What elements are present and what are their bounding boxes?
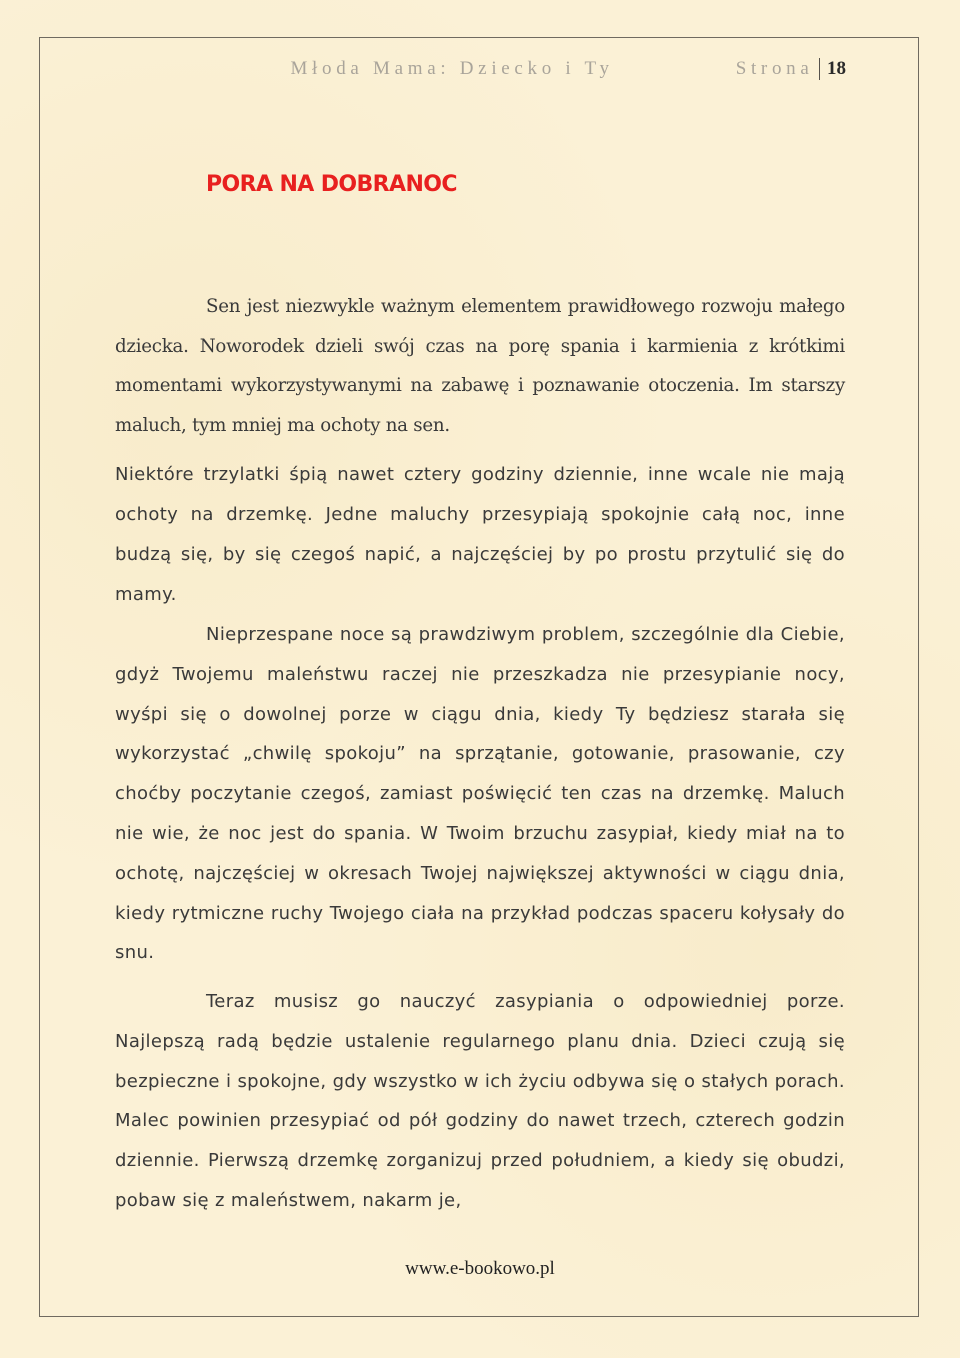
paragraph-3: Nieprzespane noce są prawdziwym problem, szczególnie dla Ciebie, gdyż Twojemu maleństwu raczej nie przeszkadza nie przesypianie nocy, wyśpi się o dowolnej porze w ciągu dnia, kiedy Ty będziesz starała się wykorzystać „chwilę spokoju” na sprzątanie, gotowanie, prasowanie, czy choćby poczytanie czegoś, zamiast poświęcić ten czas na drzemkę. Maluch nie wie, że noc jest do spania. W Twoim brzuchu zasypiał, kiedy miał na to ochotę, najczęściej w okresach Twojej największej aktywności w ciągu dnia, kiedy rytmiczne ruchy Twojego ciała na przykład podczas spaceru kołysały do snu. xyxy=(115,624,845,964)
paragraph-1: Sen jest niezwykle ważnym elementem prawidłowego rozwoju małego dziecka. Noworodek dzieli swój czas na porę spania i karmienia z krótkimi momentami wykorzystywanymi na zabawę i poznawanie otoczenia. Im starszy maluch, tym mniej ma ochoty na sen. xyxy=(115,296,845,437)
paragraph-2: Niektóre trzylatki śpią nawet cztery godziny dziennie, inne wcale nie mają ochoty na drzemkę. Jedne maluchy przesypiają spokojnie całą noc, inne budzą się, by się czegoś napić, a najczęściej by po prostu przytulić się do mamy. xyxy=(115,464,845,605)
page-header xyxy=(290,57,846,81)
page-number: 18 xyxy=(827,58,846,79)
header-separator xyxy=(819,58,821,80)
footer-website: www.e-bookowo.pl xyxy=(405,1258,555,1279)
paragraph-4: Teraz musisz go nauczyć zasypiania o odpowiedniej porze. Najlepszą radą będzie ustalenie regularnego planu dnia. Dzieci czują się bezpieczne i spokojne, gdy wszystko w ich życiu odbywa się o stałych porach. Malec powinien przesypiać od pół godziny do nawet trzech, czterech godzin dziennie. Pierwszą drzemkę zorganizuj przed południem, a kiedy się obudzi, pobaw się z maleństwem, nakarm je, xyxy=(115,991,845,1211)
header-title: Młoda Mama: Dziecko i Ty xyxy=(290,58,614,79)
header-page-label: Strona xyxy=(735,58,814,79)
chapter-heading: PORA NA DOBRANOC xyxy=(206,172,457,197)
